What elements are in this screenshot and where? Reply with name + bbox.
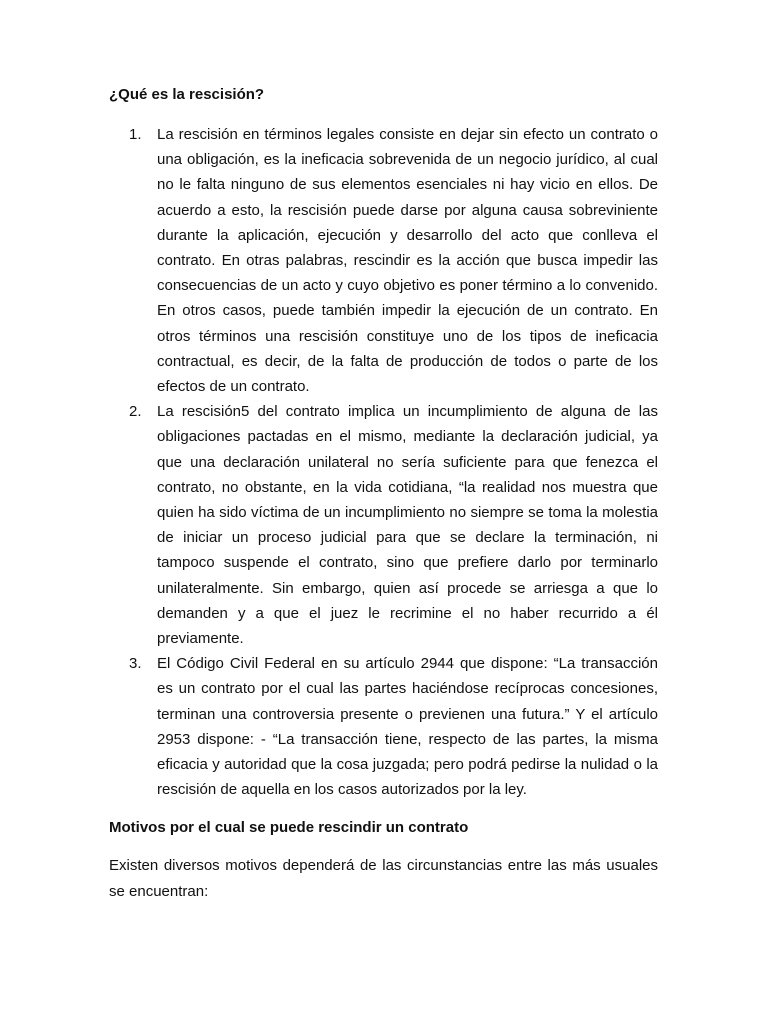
numbered-list	[109, 122, 658, 802]
list-item-number: 2.	[129, 403, 142, 421]
list-item-text: El Código Civil Federal en su artículo 2944 que dispone: “La transacción es un contrato por el cual las partes haciéndose recíprocas concesiones, terminan una controversia presente o previenen una futura.” Y el artículo 2953 dispone: - “La transacción tiene, respecto de las partes, la misma eficacia y autoridad que la cosa juzgada; pero podrá pedirse la nulidad o la rescisión de aquella en los casos autorizados por la ley.	[157, 655, 658, 799]
list-item-text: La rescisión en términos legales consiste en dejar sin efecto un contrato o una obligación, es la ineficacia sobrevenida de un negocio jurídico, al cual no le falta ninguno de sus elementos esenciales ni hay vicio en ellos. De acuerdo a esto, la rescisión puede darse por alguna causa sobreviniente durante la aplicación, ejecución y desarrollo del acto que conlleva el contrato. En otras palabras, rescindir es la acción que busca impedir las consecuencias de un acto y cuyo objetivo es poner término a lo convenido. En otros casos, puede también impedir la ejecución de un contrato. En otros términos una rescisión constituye uno de los tipos de ineficacia contractual, es decir, de la falta de producción de todos o parte de los efectos de un contrato.	[157, 126, 658, 396]
body-paragraph: Existen diversos motivos dependerá de las circunstancias entre las más usuales se encuentran:	[109, 857, 658, 901]
section-heading-motivos: Motivos por el cual se puede rescindir un contrato	[109, 819, 469, 837]
list-item-number: 1.	[129, 126, 142, 143]
list-item-number: 3.	[129, 655, 142, 673]
list-item-text: La rescisión5 del contrato implica un incumplimiento de alguna de las obligaciones pactadas en el mismo, mediante la declaración judicial, ya que una declaración unilateral no sería suficiente para que fenezca el contrato, no obstante, en la vida cotidiana, “la realidad nos muestra que quien ha sido víctima de un incumplimiento no siempre se toma la molestia de iniciar un proceso judicial para que se declare la terminación, ni tampoco suspende el contrato, sino que prefiere darlo por terminarlo unilateralmente. Sin embargo, quien así procede se arriesga a que lo demanden y a que el juez le recrimine el no haber recurrido a él previamente.	[157, 403, 658, 648]
list-item	[109, 122, 658, 399]
list-item	[109, 651, 658, 802]
document-page	[109, 84, 658, 905]
section-heading-rescision: ¿Qué es la rescisión?	[109, 86, 265, 103]
list-item	[109, 399, 658, 651]
